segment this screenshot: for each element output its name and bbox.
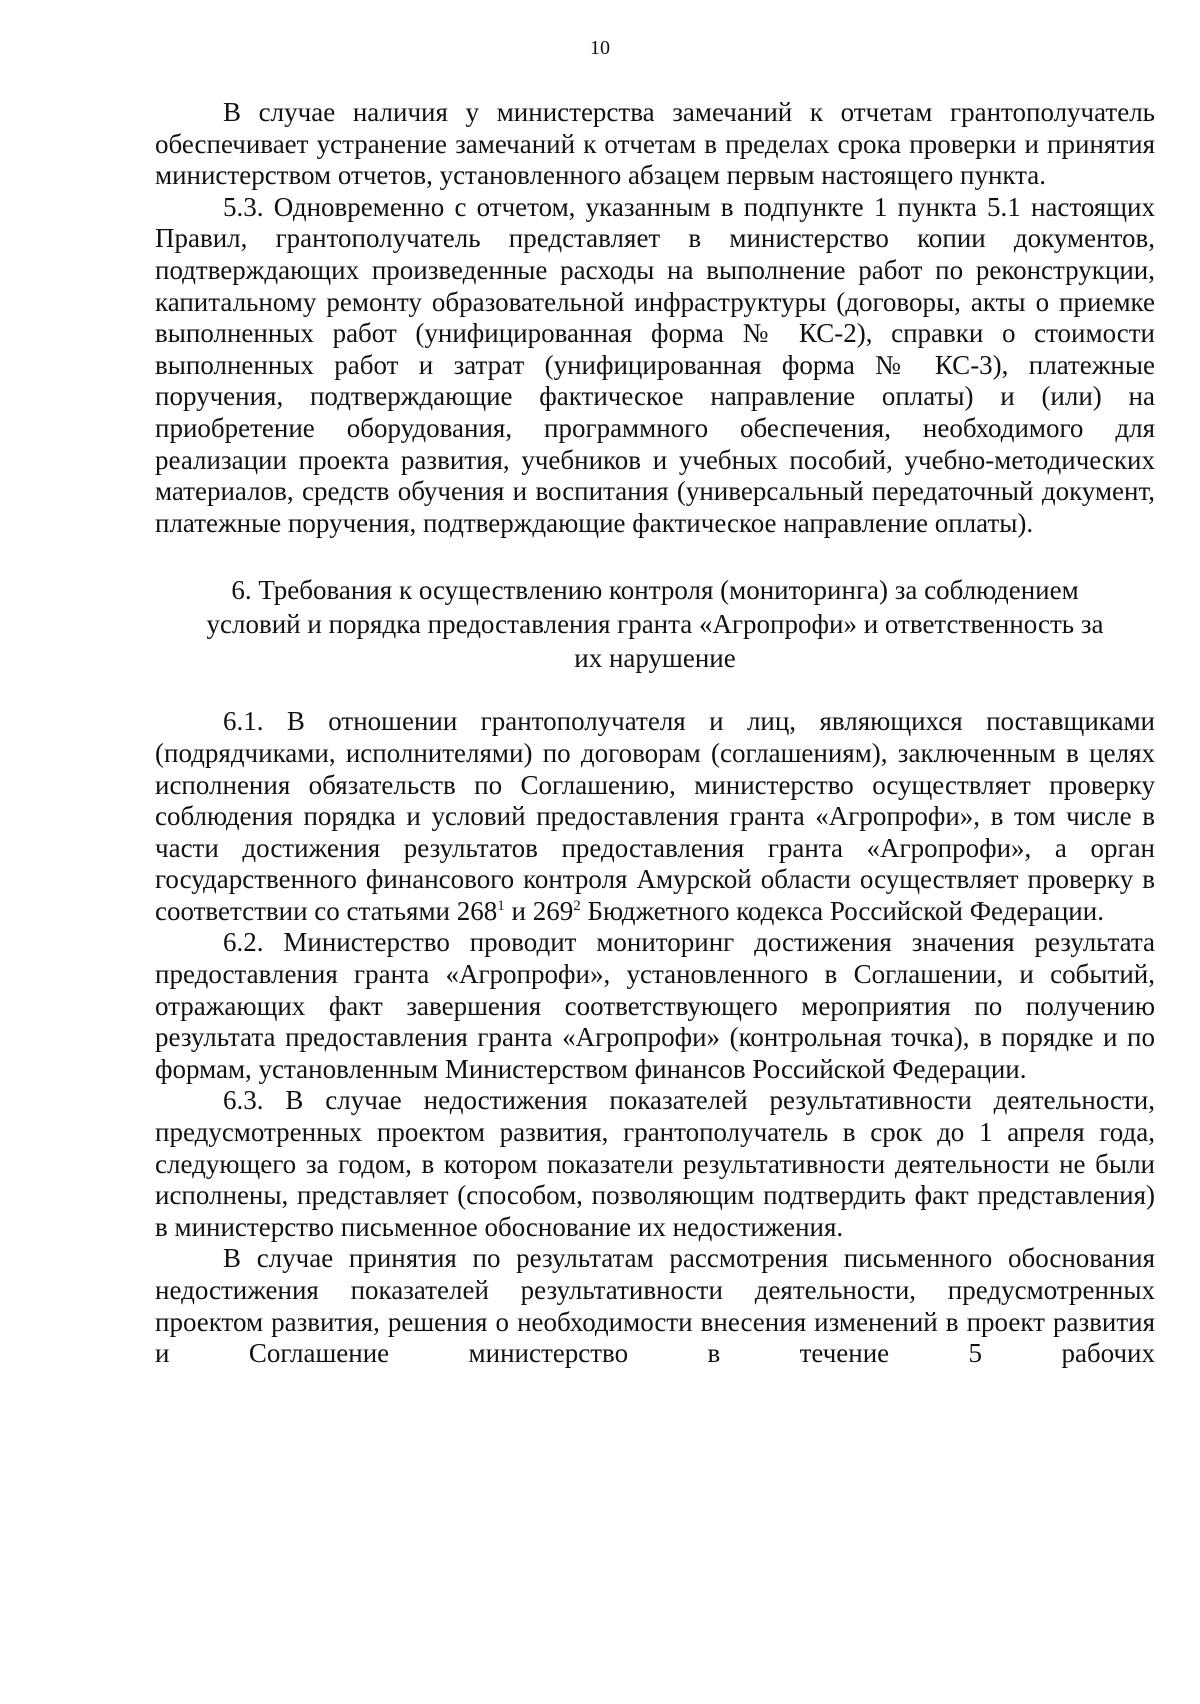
paragraph-6-2: 6.2. Министерство проводит мониторинг достижения значения результата предоставления гранта «Агропрофи», установленного в Соглашении, и событий, отражающих факт завершения соответствующего мероприятия по получению результата предоставления гранта «Агропрофи» (контрольная точка), в порядке и по формам, установленным Министерством финансов Российской Федерации. bbox=[155, 927, 1155, 1084]
paragraph-6-1-text: 6.1. В отношении грантополучателя и лиц, являющихся поставщиками (подрядчиками, исполнителями) по договорам (соглашениям), заключенным в целях исполнения обязательств по Соглашению, министерство осуществляет проверку соблюдения порядка и условий предоставления гранта «Агропрофи», в том числе в части достижения результатов предоставления гранта «Агропрофи», а орган государственного финансового контроля Амурской области осуществляет проверку в соответствии со статьями 268 bbox=[155, 706, 1155, 926]
paragraph-5-3: 5.3. Одновременно с отчетом, указанным в подпункте 1 пункта 5.1 настоящих Правил, грантополучатель представляет в министерство копии документов, подтверждающих произведенные расходы на выполнение работ по реконструкции, капитальному ремонту образовательной инфраструктуры (договоры, акты о приемке выполненных работ (унифицированная форма № КС-2), справки о стоимости выполненных работ и затрат (унифицированная форма № КС-3), платежные поручения, подтверждающие фактическое направление оплаты) и (или) на приобретение оборудования, программного обеспечения, необходимого для реализации проекта развития, учебников и учебных пособий, учебно-методических материалов, средств обучения и воспитания (универсальный передаточный документ, платежные поручения, подтверждающие фактическое направление оплаты). bbox=[155, 191, 1155, 538]
paragraph-6-3-continuation: В случае принятия по результатам рассмотрения письменного обоснования недостижения показателей результативности деятельности, предусмотренных проектом развития, решения о необходимости внесения изменений в проект развития и Соглашение министерство в течение 5 рабочих bbox=[155, 1243, 1155, 1369]
section-heading-line-1: 6. Требования к осуществлению контроля (мониторинга) за соблюдением bbox=[231, 575, 1079, 606]
section-6-heading bbox=[155, 573, 1155, 675]
paragraph-6-1 bbox=[155, 706, 1155, 927]
paragraph-remarks-elimination: В случае наличия у министерства замечаний к отчетам грантополучатель обеспечивает устранение замечаний к отчетам в пределах срока проверки и принятия министерством отчетов, установленного абзацем первым настоящего пункта. bbox=[155, 97, 1155, 191]
paragraph-6-1-end: Бюджетного кодекса Российской Федерации. bbox=[580, 895, 1104, 926]
paragraph-6-1-and: и 269 bbox=[504, 895, 574, 926]
section-heading-line-3: их нарушение bbox=[574, 643, 736, 674]
section-heading-line-2: условий и порядка предоставления гранта «Агропрофи» и ответственность за bbox=[206, 609, 1104, 640]
page-number: 10 bbox=[590, 37, 610, 59]
page-body bbox=[155, 97, 1155, 1370]
paragraph-6-3: 6.3. В случае недостижения показателей результативности деятельности, предусмотренных проектом развития, грантополучатель в срок до 1 апреля года, следующего за годом, в котором показатели результативности деятельности не были исполнены, представляет (способом, позволяющим подтвердить факт представления) в министерство письменное обоснование их недостижения. bbox=[155, 1085, 1155, 1242]
footnote-superscript-2: 2 bbox=[573, 897, 581, 914]
footnote-superscript-1: 1 bbox=[497, 897, 505, 914]
